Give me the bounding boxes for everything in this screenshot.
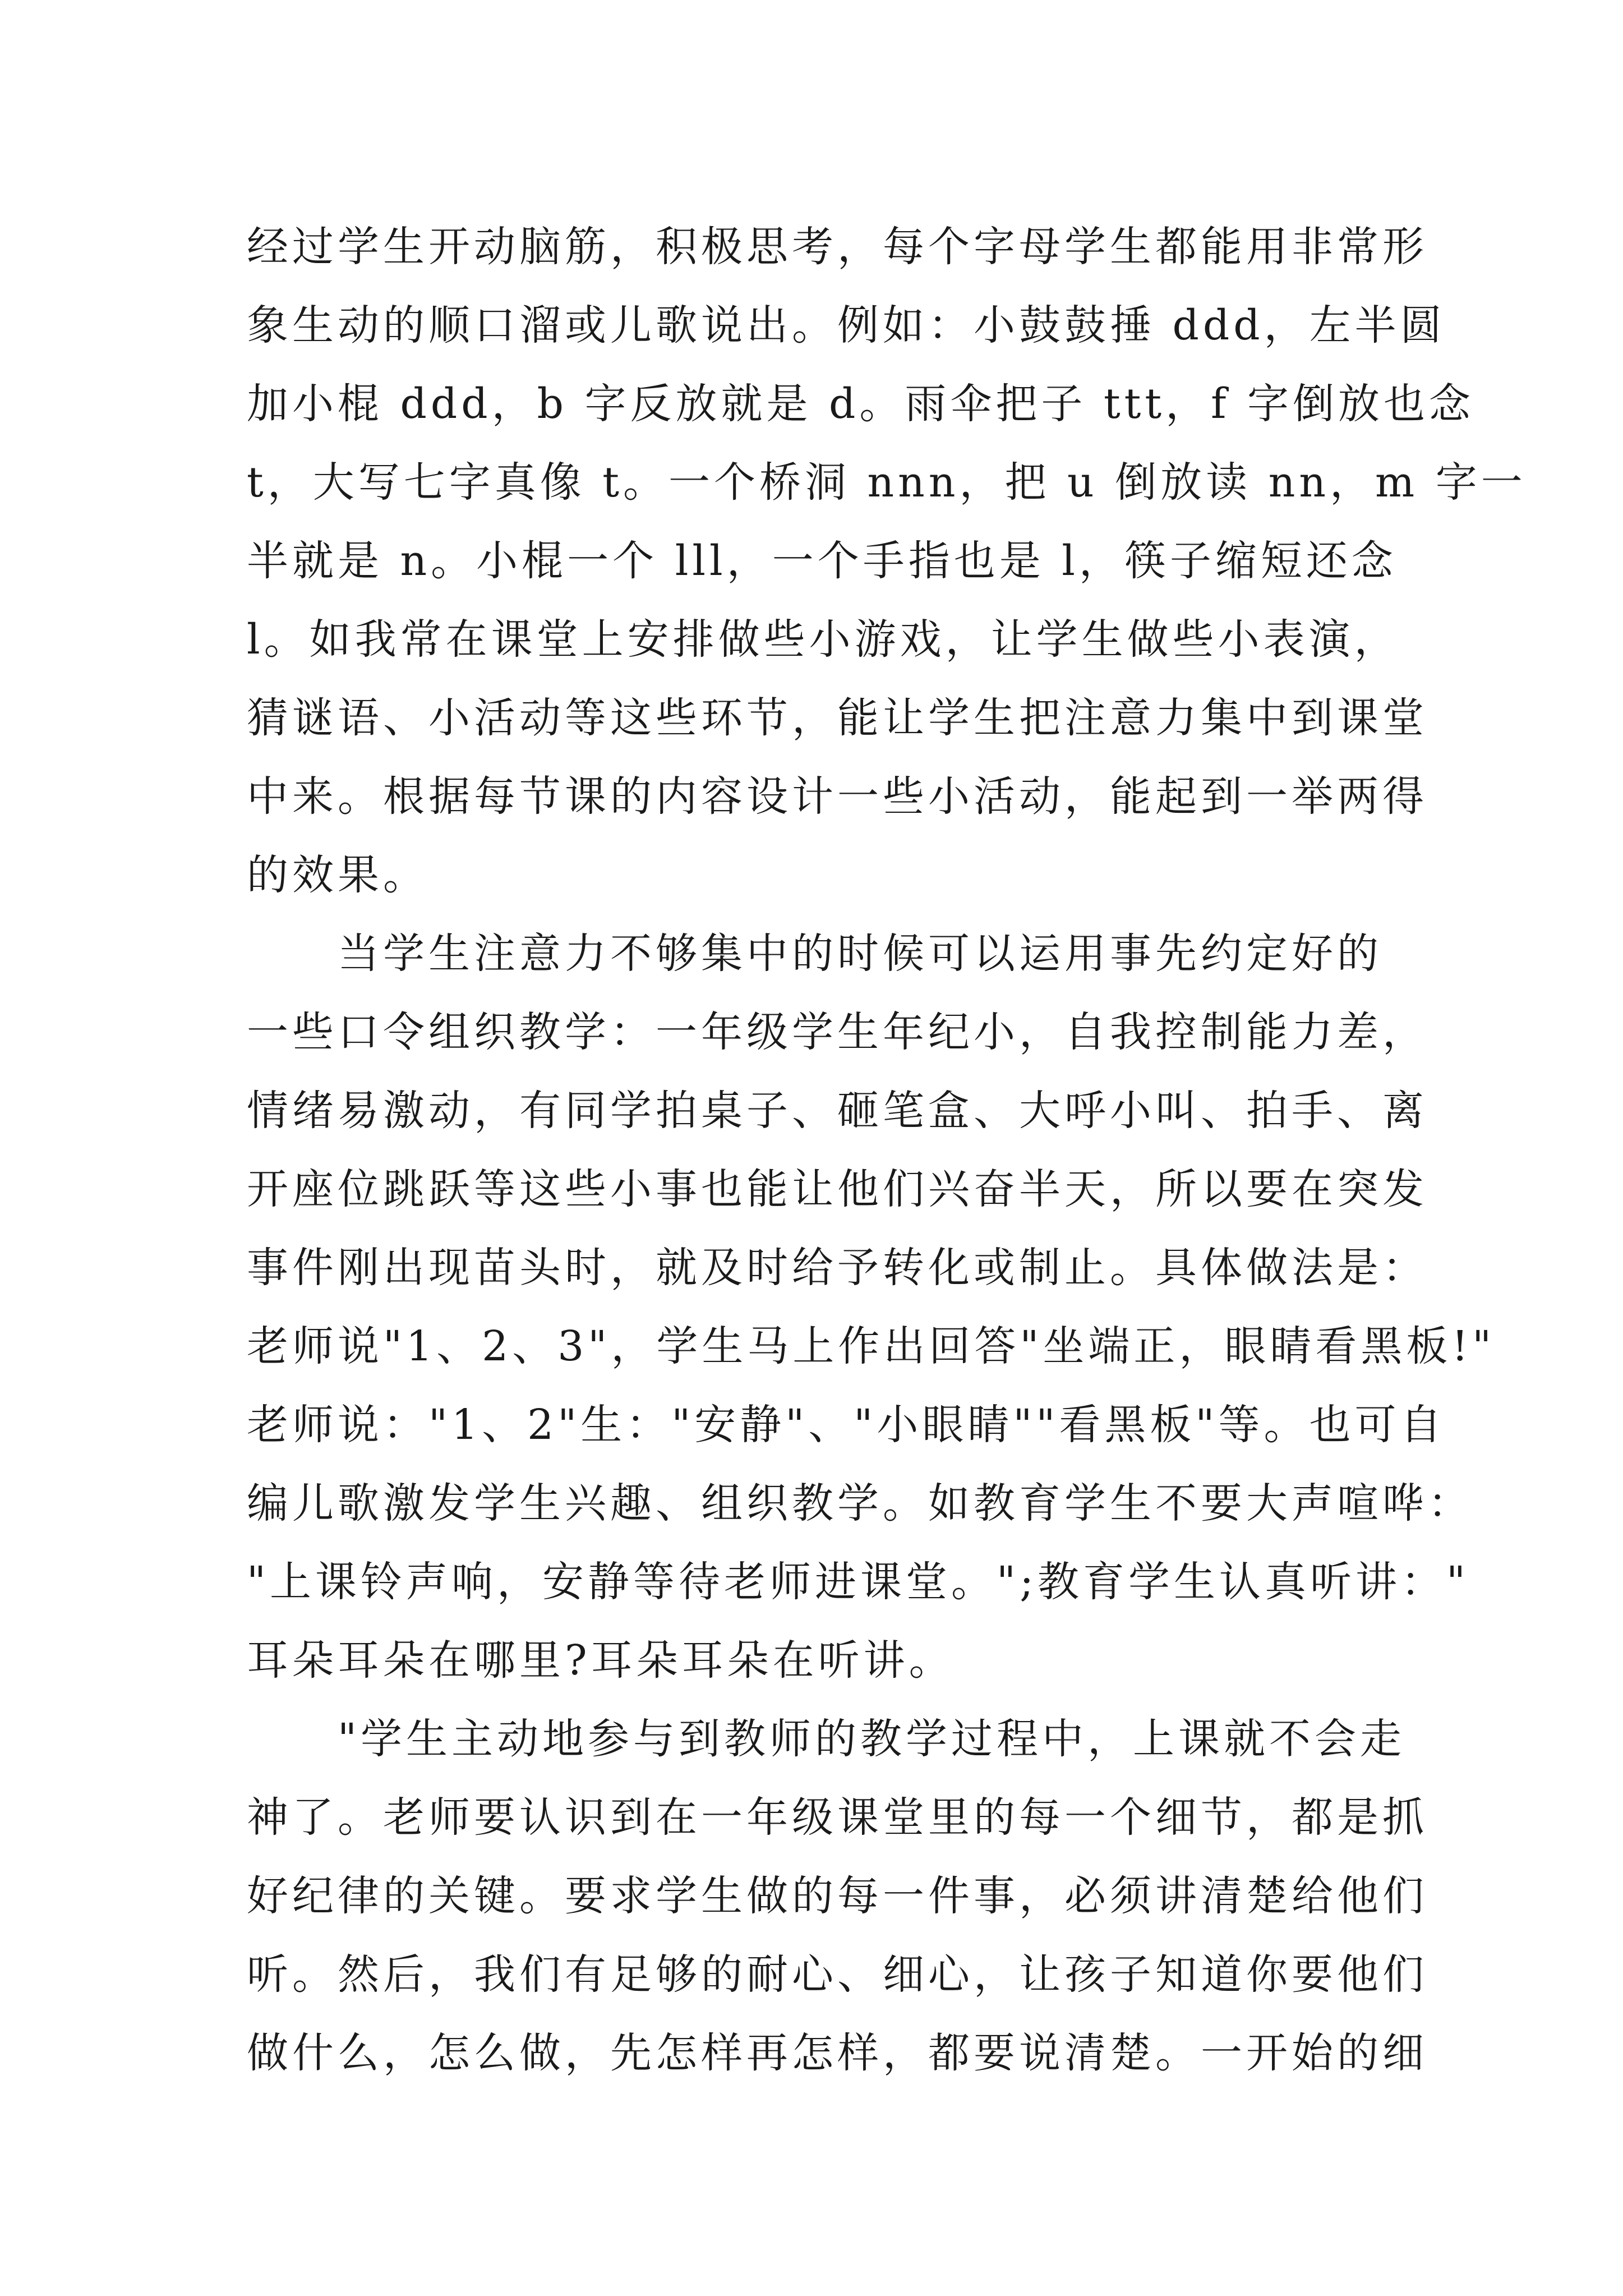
text-line: 当学生注意力不够集中的时候可以运用事先约定好的 <box>247 930 1382 978</box>
text-line: 老师说："1、2"生："安静"、"小眼睛""看黑板"等。也可自 <box>247 1401 1446 1449</box>
text-line: "学生主动地参与到教师的教学过程中，上课就不会走 <box>247 1715 1406 1763</box>
text-line: 一些口令组织教学：一年级学生年纪小，自我控制能力差， <box>247 1008 1428 1056</box>
text-line: 耳朵耳朵在哪里?耳朵耳朵在听讲。 <box>247 1636 955 1685</box>
text-line: l。如我常在课堂上安排做些小游戏，让学生做些小表演， <box>247 615 1400 664</box>
text-line: 编儿歌激发学生兴趣、组织教学。如教育学生不要大声喧哗： <box>247 1479 1473 1527</box>
text-line: 加小棍 ddd，b 字反放就是 d。雨伞把子 ttt，f 字倒放也念 <box>247 380 1475 428</box>
text-line: 事件刚出现苗头时，就及时给予转化或制止。具体做法是： <box>247 1244 1428 1292</box>
text-line: 情绪易激动，有同学拍桌子、砸笔盒、大呼小叫、拍手、离 <box>247 1087 1428 1135</box>
text-line: 半就是 n。小棍一个 lll，一个手指也是 l，筷子缩短还念 <box>247 537 1397 585</box>
text-line: "上课铃声响，安静等待老师进课堂。";教育学生认真听讲：" <box>247 1558 1470 1606</box>
text-line: t，大写七字真像 t。一个桥洞 nnn，把 u 倒放读 nn，m 字一 <box>247 458 1527 507</box>
text-line: 象生动的顺口溜或儿歌说出。例如：小鼓鼓捶 ddd，左半圆 <box>247 301 1446 349</box>
text-line: 的效果。 <box>247 851 428 899</box>
text-line: 中来。根据每节课的内容设计一些小活动，能起到一举两得 <box>247 772 1428 821</box>
text-line: 听。然后，我们有足够的耐心、细心，让孩子知道你要他们 <box>247 1950 1428 1999</box>
text-line: 好纪律的关键。要求学生做的每一件事，必须讲清楚给他们 <box>247 1872 1428 1920</box>
text-line: 经过学生开动脑筋，积极思考，每个字母学生都能用非常形 <box>247 223 1428 271</box>
text-line: 做什么，怎么做，先怎样再怎样，都要说清楚。一开始的细 <box>247 2029 1428 2077</box>
body-text <box>247 208 1527 2092</box>
text-line: 老师说"1、2、3"，学生马上作出回答"坐端正，眼睛看黑板!" <box>247 1322 1496 1370</box>
text-line: 开座位跳跃等这些小事也能让他们兴奋半天，所以要在突发 <box>247 1165 1428 1213</box>
text-line: 猜谜语、小活动等这些环节，能让学生把注意力集中到课堂 <box>247 694 1428 742</box>
text-line: 神了。老师要认识到在一年级课堂里的每一个细节，都是抓 <box>247 1793 1428 1842</box>
